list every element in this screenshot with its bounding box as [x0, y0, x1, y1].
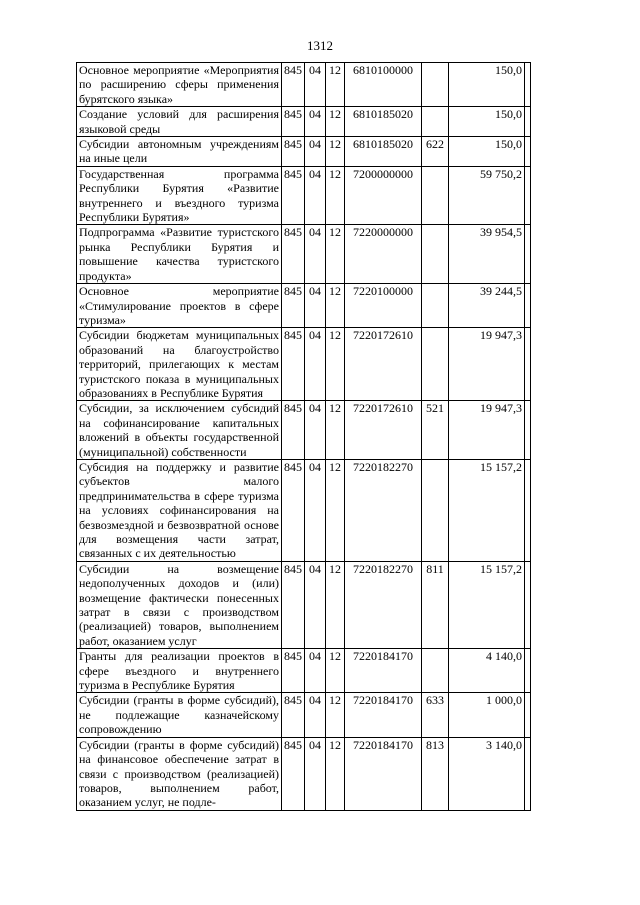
row-expense-type-code	[422, 649, 449, 693]
row-name: Создание условий для расширения языковой среды	[77, 107, 282, 137]
row-name: Субсидии, за исключением субсидий на софинансирование капитальных вложений в объекты государственной (муниципальной) собственности	[77, 401, 282, 460]
row-name: Государственная программа Республики Бурятия «Развитие внутреннего и въездного туризма Республики Бурятия»	[77, 166, 282, 225]
row-name: Субсидии (гранты в форме субсидий), не подлежащие казначейскому сопровождению	[77, 693, 282, 737]
row-amount: 150,0	[449, 107, 525, 137]
row-grbs-code: 845	[282, 649, 305, 693]
row-overflow-cell	[525, 328, 531, 401]
row-grbs-code: 845	[282, 561, 305, 648]
row-section-code: 04	[305, 284, 326, 328]
table-row	[77, 284, 531, 328]
row-amount: 59 750,2	[449, 166, 525, 225]
table-row	[77, 63, 531, 107]
row-target-article-code: 7220172610	[345, 401, 422, 460]
row-amount: 1 000,0	[449, 693, 525, 737]
row-subsection-code: 12	[326, 328, 345, 401]
row-section-code: 04	[305, 561, 326, 648]
row-expense-type-code: 633	[422, 693, 449, 737]
row-section-code: 04	[305, 649, 326, 693]
table-row	[77, 561, 531, 648]
row-subsection-code: 12	[326, 284, 345, 328]
row-grbs-code: 845	[282, 401, 305, 460]
table-row	[77, 137, 531, 167]
row-expense-type-code	[422, 284, 449, 328]
page-number: 1312	[307, 38, 333, 53]
row-expense-type-code: 813	[422, 737, 449, 810]
row-target-article-code: 7220182270	[345, 561, 422, 648]
row-overflow-cell	[525, 166, 531, 225]
row-target-article-code: 7220000000	[345, 225, 422, 284]
row-expense-type-code	[422, 63, 449, 107]
row-overflow-cell	[525, 284, 531, 328]
row-target-article-code: 7220184170	[345, 693, 422, 737]
row-amount: 39 954,5	[449, 225, 525, 284]
row-target-article-code: 6810185020	[345, 107, 422, 137]
row-name: Гранты для реализации проектов в сфере въездного и внутреннего туризма в Республике Бурятия	[77, 649, 282, 693]
row-subsection-code: 12	[326, 225, 345, 284]
row-name: Основное мероприятие «Мероприятия по расширению сферы применения бурятского языка»	[77, 63, 282, 107]
row-grbs-code: 845	[282, 328, 305, 401]
row-overflow-cell	[525, 107, 531, 137]
row-target-article-code: 6810100000	[345, 63, 422, 107]
row-expense-type-code: 811	[422, 561, 449, 648]
row-amount: 150,0	[449, 63, 525, 107]
row-grbs-code: 845	[282, 137, 305, 167]
table-row	[77, 225, 531, 284]
row-grbs-code: 845	[282, 693, 305, 737]
row-overflow-cell	[525, 737, 531, 810]
row-name: Субсидии автономным учреждениям на иные цели	[77, 137, 282, 167]
row-section-code: 04	[305, 63, 326, 107]
row-overflow-cell	[525, 649, 531, 693]
row-name: Субсидии (гранты в форме субсидий) на финансовое обеспечение затрат в связи с производством (реализацией) товаров, выполнением работ, оказанием услуг, не подле-	[77, 737, 282, 810]
table-row	[77, 166, 531, 225]
row-subsection-code: 12	[326, 561, 345, 648]
row-expense-type-code	[422, 328, 449, 401]
row-grbs-code: 845	[282, 107, 305, 137]
row-grbs-code: 845	[282, 284, 305, 328]
row-overflow-cell	[525, 63, 531, 107]
row-subsection-code: 12	[326, 737, 345, 810]
row-subsection-code: 12	[326, 459, 345, 561]
row-grbs-code: 845	[282, 225, 305, 284]
row-name: Субсидии бюджетам муниципальных образований на благоустройство территорий, прилегающих к местам туристского показа в муниципальных образованиях в Республике Бурятия	[77, 328, 282, 401]
table-row	[77, 328, 531, 401]
row-subsection-code: 12	[326, 693, 345, 737]
row-amount: 19 947,3	[449, 401, 525, 460]
row-overflow-cell	[525, 225, 531, 284]
table-row	[77, 107, 531, 137]
table-row	[77, 649, 531, 693]
row-grbs-code: 845	[282, 63, 305, 107]
row-subsection-code: 12	[326, 649, 345, 693]
row-expense-type-code	[422, 225, 449, 284]
table-row	[77, 401, 531, 460]
row-amount: 39 244,5	[449, 284, 525, 328]
row-name: Субсидии на возмещение недополученных доходов и (или) возмещение фактически понесенных затрат в связи с производством (реализацией) товаров, выполнением работ, оказанием услуг	[77, 561, 282, 648]
table-row	[77, 737, 531, 810]
table-row	[77, 693, 531, 737]
row-target-article-code: 6810185020	[345, 137, 422, 167]
row-target-article-code: 7200000000	[345, 166, 422, 225]
budget-table	[76, 62, 531, 811]
row-subsection-code: 12	[326, 63, 345, 107]
row-subsection-code: 12	[326, 401, 345, 460]
table-row	[77, 459, 531, 561]
row-amount: 19 947,3	[449, 328, 525, 401]
row-section-code: 04	[305, 225, 326, 284]
row-section-code: 04	[305, 107, 326, 137]
row-overflow-cell	[525, 693, 531, 737]
row-overflow-cell	[525, 401, 531, 460]
row-subsection-code: 12	[326, 137, 345, 167]
row-amount: 15 157,2	[449, 561, 525, 648]
row-name: Субсидия на поддержку и развитие субъектов малого предпринимательства в сфере туризма на условиях софинансирования на безвозмездной и безвозвратной основе для возмещения части затрат, связанных с их деятельностью	[77, 459, 282, 561]
row-target-article-code: 7220182270	[345, 459, 422, 561]
row-grbs-code: 845	[282, 459, 305, 561]
row-amount: 4 140,0	[449, 649, 525, 693]
row-expense-type-code	[422, 459, 449, 561]
row-expense-type-code: 622	[422, 137, 449, 167]
row-target-article-code: 7220184170	[345, 737, 422, 810]
row-section-code: 04	[305, 328, 326, 401]
row-overflow-cell	[525, 561, 531, 648]
row-expense-type-code	[422, 107, 449, 137]
row-amount: 15 157,2	[449, 459, 525, 561]
row-overflow-cell	[525, 137, 531, 167]
row-expense-type-code	[422, 166, 449, 225]
row-grbs-code: 845	[282, 737, 305, 810]
row-target-article-code: 7220184170	[345, 649, 422, 693]
row-subsection-code: 12	[326, 107, 345, 137]
row-grbs-code: 845	[282, 166, 305, 225]
row-target-article-code: 7220172610	[345, 328, 422, 401]
row-name: Подпрограмма «Развитие туристского рынка Республики Бурятия и повышение качества туристского продукта»	[77, 225, 282, 284]
row-subsection-code: 12	[326, 166, 345, 225]
row-section-code: 04	[305, 137, 326, 167]
row-overflow-cell	[525, 459, 531, 561]
row-target-article-code: 7220100000	[345, 284, 422, 328]
row-amount: 3 140,0	[449, 737, 525, 810]
row-amount: 150,0	[449, 137, 525, 167]
row-section-code: 04	[305, 459, 326, 561]
row-section-code: 04	[305, 693, 326, 737]
row-expense-type-code: 521	[422, 401, 449, 460]
row-name: Основное мероприятие «Стимулирование проектов в сфере туризма»	[77, 284, 282, 328]
row-section-code: 04	[305, 737, 326, 810]
row-section-code: 04	[305, 401, 326, 460]
row-section-code: 04	[305, 166, 326, 225]
